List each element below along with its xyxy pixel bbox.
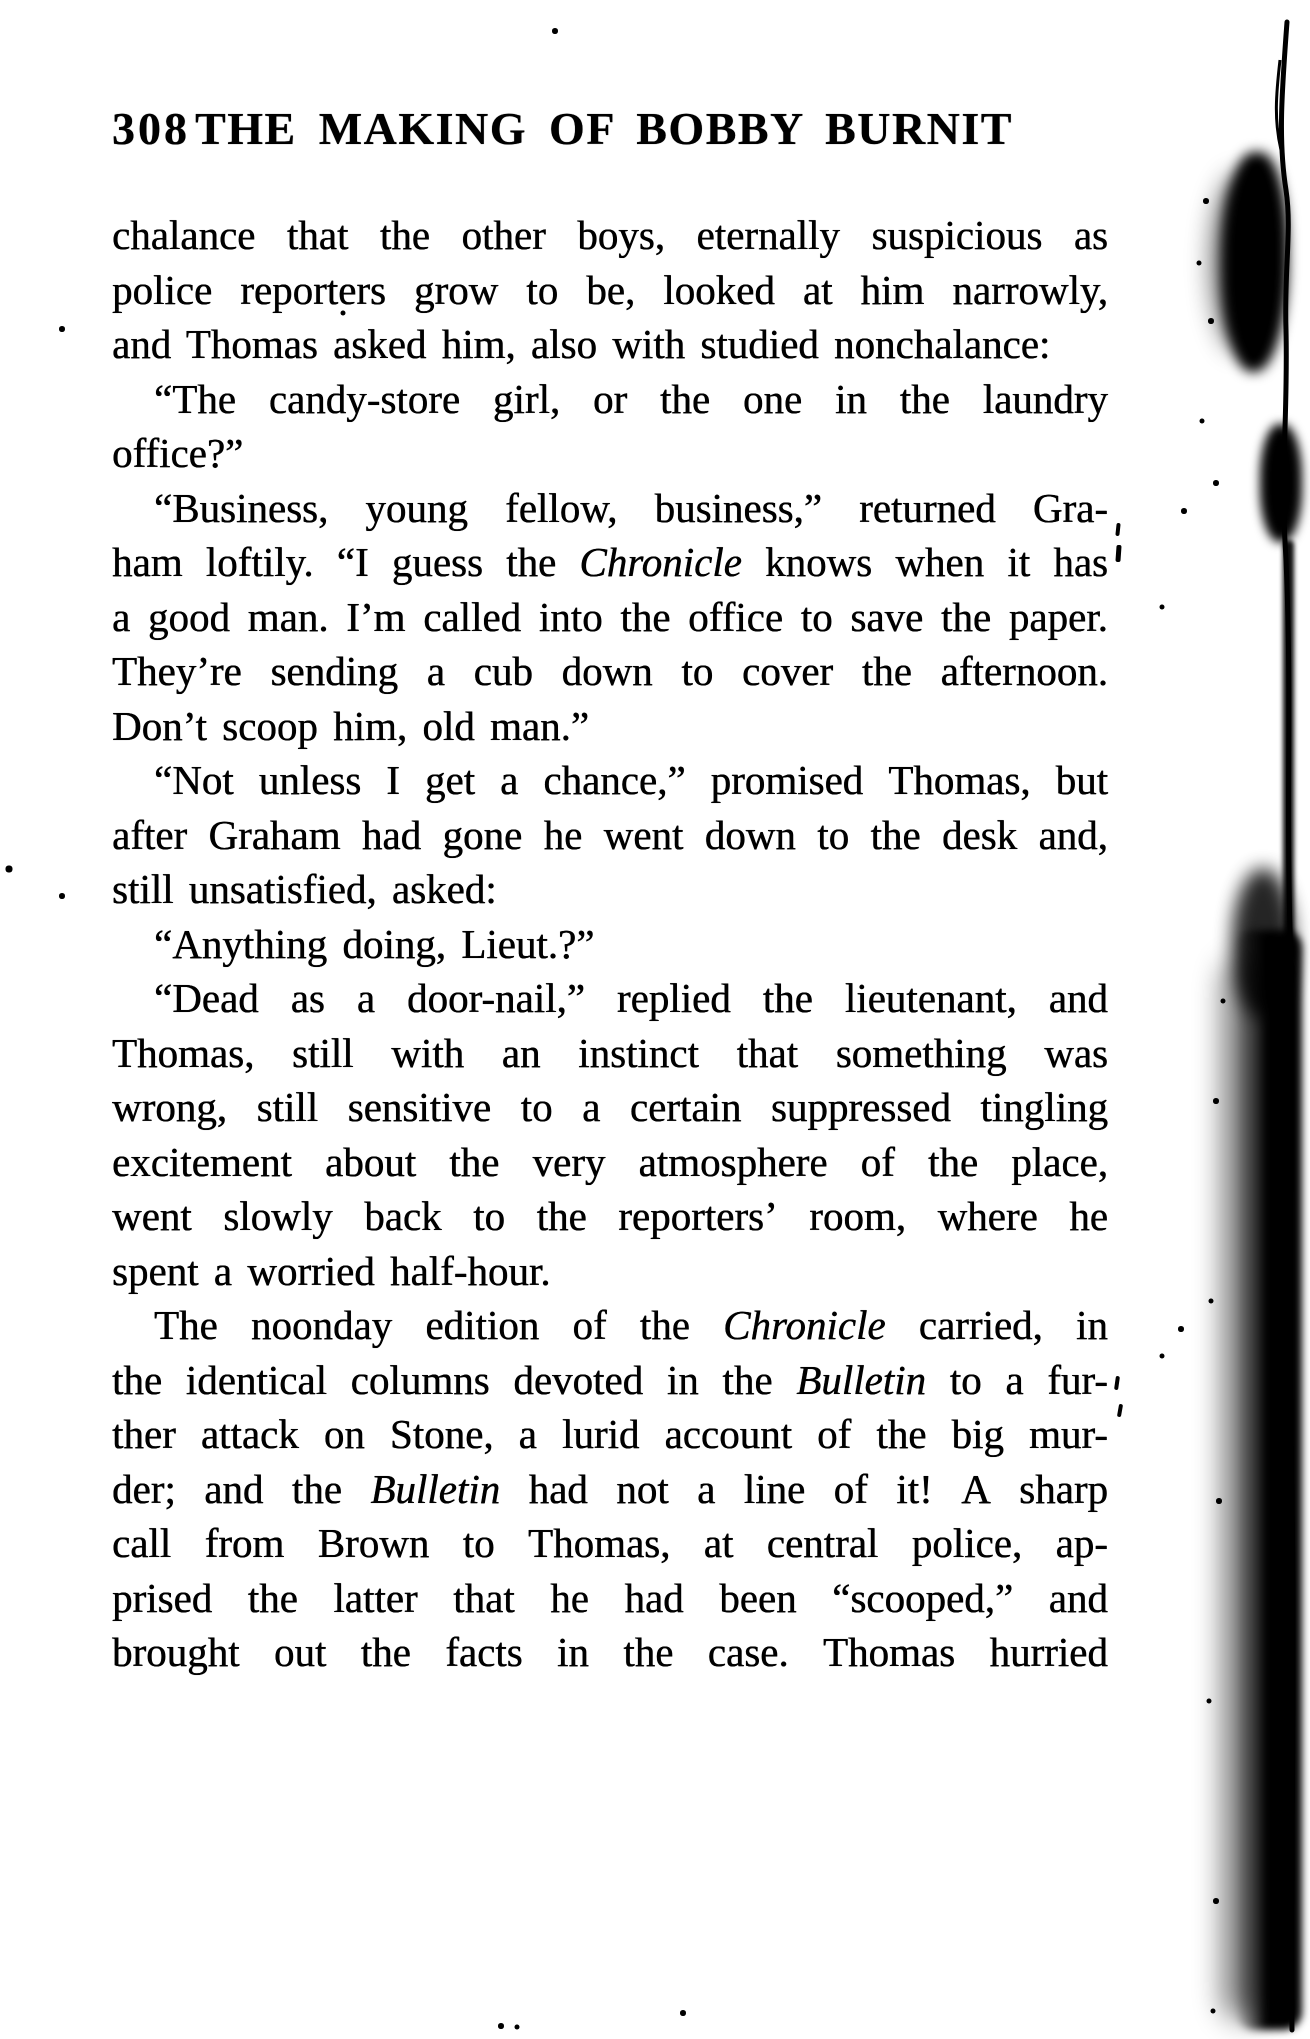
text-line: chalance that the other boys, eternally suspicious as — [112, 212, 1108, 258]
text-line: after Graham had gone he went down to the desk and, — [112, 811, 1108, 858]
text-line: ham loftily. “I guess the Chronicle knows when it has — [112, 539, 1108, 585]
text-line: brought out the facts in the case. Thomas hurried — [112, 1629, 1108, 1675]
text-line: They’re sending a cub down to cover the afternoon. — [112, 648, 1108, 694]
text-line: still unsatisfied, asked: — [112, 866, 497, 912]
running-title: THE MAKING OF BOBBY BURNIT — [195, 103, 1013, 154]
page-number: 308 — [112, 103, 190, 154]
scan-mark-apostrophe — [1114, 1376, 1120, 1390]
scan-artifact-ink-halo-upper — [1212, 175, 1267, 350]
text-line: der; and the Bulletin had not a line of it! A sharp — [112, 1465, 1108, 1512]
scan-artifact-band-haze — [1222, 960, 1267, 2020]
scan-mark-apostrophe — [1115, 523, 1120, 536]
scan-mark-apostrophe — [1117, 1404, 1123, 1417]
text-line: “Business, young fellow, business,” returned Gra- — [154, 484, 1108, 531]
text-line: office?” — [112, 430, 244, 476]
text-line: “The candy-store girl, or the one in the laundry — [154, 375, 1108, 422]
text-line: wrong, still sensitive to a certain suppressed tingling — [112, 1084, 1108, 1130]
text-line: police reporters grow to be, looked at him narrowly, — [112, 266, 1108, 313]
text-line: Don’t scoop him, old man.” — [112, 702, 590, 749]
text-line: Thomas, still with an instinct that something was — [112, 1029, 1108, 1076]
page-header — [112, 103, 1013, 155]
text-line: excitement about the very atmosphere of the place, — [112, 1138, 1108, 1185]
body-text — [112, 208, 1108, 1680]
scan-noise-specks — [0, 0, 2, 2]
text-line: and Thomas asked him, also with studied nonchalance: — [112, 321, 1051, 367]
text-line: “Not unless I get a chance,” promised Thomas, but — [154, 757, 1108, 803]
text-line: spent a worried half-hour. — [112, 1247, 551, 1294]
text-line: ther attack on Stone, a lurid account of the big mur- — [112, 1411, 1108, 1457]
scan-mark-apostrophe — [1115, 545, 1121, 562]
text-line: the identical columns devoted in the Bulletin to a fur- — [112, 1356, 1108, 1403]
text-line: a good man. I’m called into the office to save the paper. — [112, 593, 1108, 640]
text-line: “Dead as a door-nail,” replied the lieutenant, and — [154, 975, 1108, 1021]
text-line: prised the latter that he had been “scooped,” and — [112, 1574, 1108, 1621]
text-line: went slowly back to the reporters’ room, where he — [112, 1193, 1108, 1239]
text-line: call from Brown to Thomas, at central police, ap- — [112, 1520, 1108, 1566]
text-line: The noonday edition of the Chronicle carried, in — [154, 1302, 1108, 1348]
text-line: “Anything doing, Lieut.?” — [154, 920, 595, 967]
scan-artifact-ink-blob-mid — [1260, 424, 1302, 542]
